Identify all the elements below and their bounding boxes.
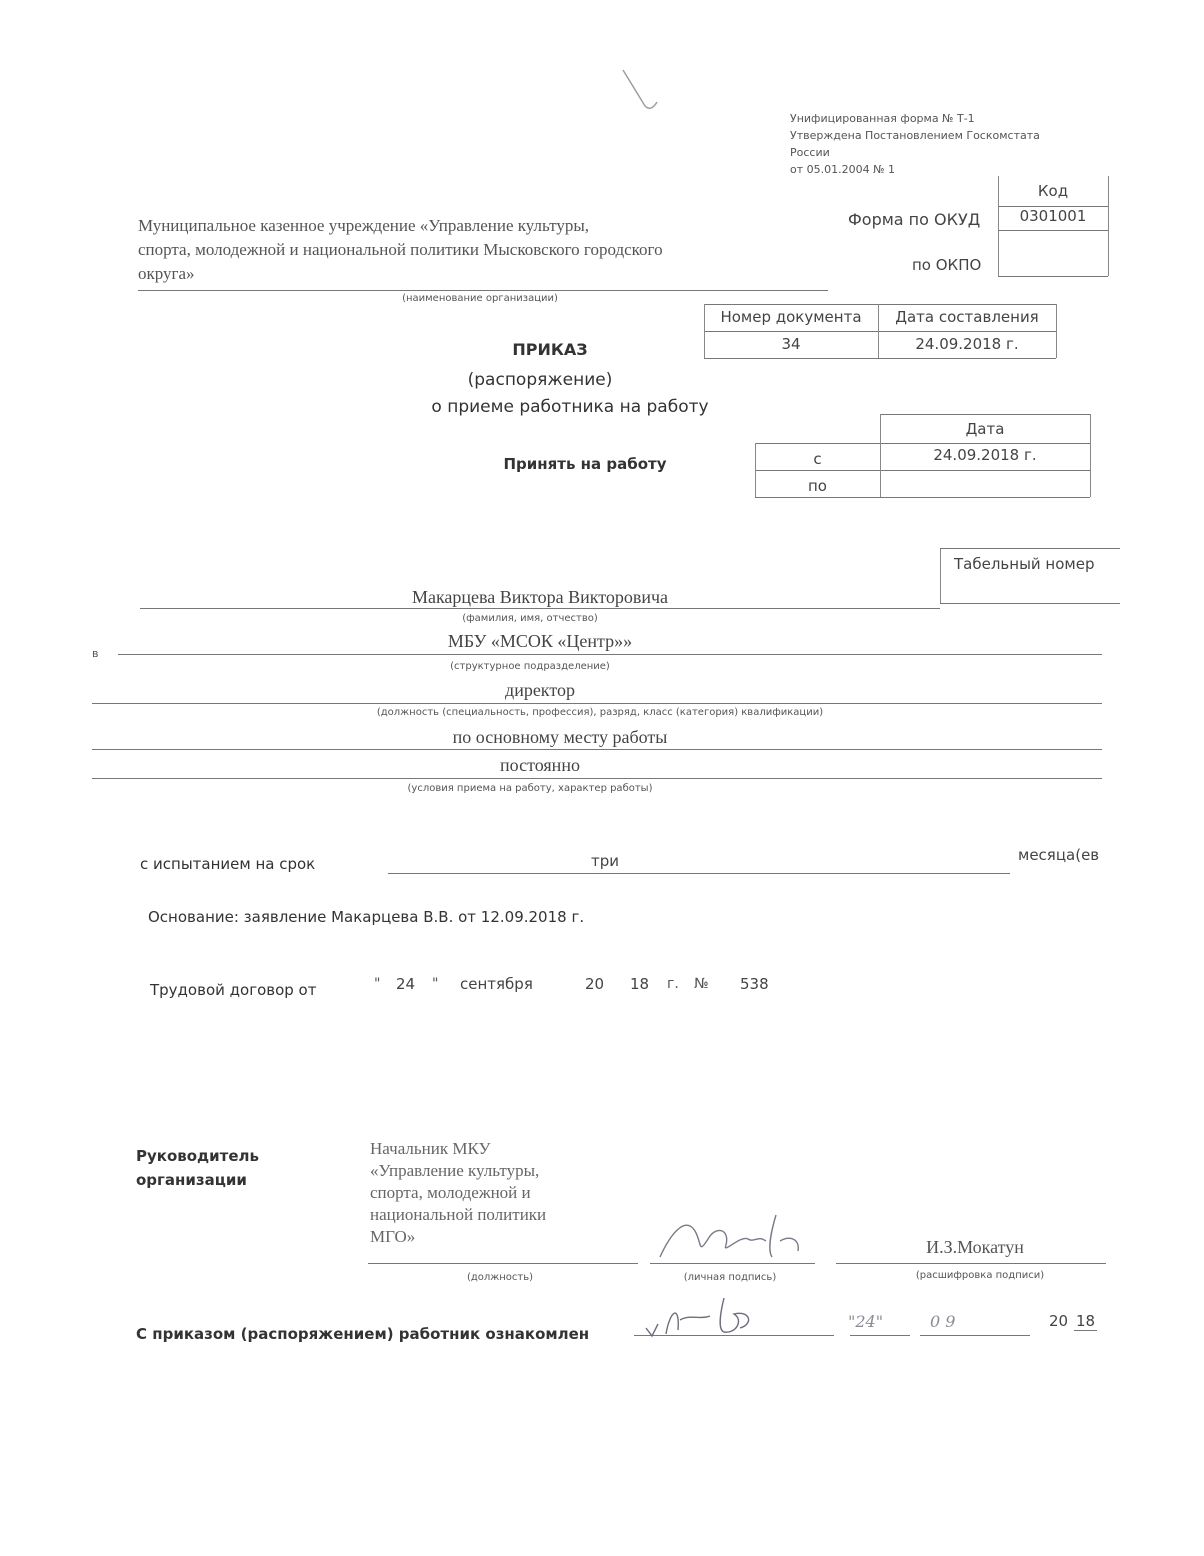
contract-quote-open: " bbox=[374, 976, 381, 992]
head-signature-caption: (личная подпись) bbox=[683, 1272, 777, 1283]
position-caption: (должность (специальность, профессия), разряд, класс (категория) квалификации) bbox=[376, 707, 824, 718]
head-label-line: Руководитель bbox=[136, 1147, 260, 1165]
probation-label: с испытанием на срок bbox=[140, 855, 316, 873]
head-position-caption: (должность) bbox=[466, 1272, 534, 1283]
unit-caption: (структурное подразделение) bbox=[450, 661, 610, 672]
hire-date-header: Дата bbox=[965, 420, 1005, 438]
doc-date-header: Дата составления bbox=[895, 308, 1039, 326]
contract-century: 20 bbox=[585, 975, 605, 993]
okpo-label: по ОКПО bbox=[912, 256, 982, 274]
form-info-line: от 05.01.2004 № 1 bbox=[790, 163, 896, 176]
contract-label: Трудовой договор от bbox=[150, 981, 317, 999]
employee-name-caption: (фамилия, имя, отчество) bbox=[462, 613, 598, 624]
org-line: Муниципальное казенное учреждение «Управление культуры, bbox=[138, 216, 589, 235]
doc-subtitle: (распоряжение) bbox=[467, 370, 613, 390]
head-position-line: «Управление культуры, bbox=[370, 1161, 540, 1180]
head-signature bbox=[640, 1195, 820, 1270]
hire-label: Принять на работу bbox=[503, 455, 667, 473]
ack-day: "24" bbox=[848, 1312, 884, 1331]
position: директор bbox=[505, 680, 575, 700]
head-label-line: организации bbox=[136, 1171, 247, 1189]
tab-number-header: Табельный номер bbox=[954, 555, 1095, 573]
okud-label: Форма по ОКУД bbox=[848, 210, 981, 229]
doc-number-header: Номер документа bbox=[720, 308, 862, 326]
head-label bbox=[136, 1144, 259, 1192]
contract-no-sign: № bbox=[694, 976, 709, 992]
hire-from-date: 24.09.2018 г. bbox=[933, 446, 1037, 464]
okud-value: 0301001 bbox=[1019, 207, 1087, 225]
head-name: И.З.Мокатун bbox=[926, 1237, 1024, 1257]
condition-main: по основному месту работы bbox=[452, 727, 668, 747]
employee-signature bbox=[640, 1290, 800, 1345]
contract-month: сентября bbox=[460, 975, 533, 993]
contract-day: 24 bbox=[396, 975, 416, 993]
doc-date: 24.09.2018 г. bbox=[915, 335, 1019, 353]
basis: Основание: заявление Макарцева В.В. от 12.09.2018 г. bbox=[148, 908, 585, 926]
contract-quote-close: " bbox=[432, 976, 439, 992]
doc-number: 34 bbox=[781, 335, 801, 353]
code-header: Код bbox=[1037, 182, 1069, 200]
head-position-line: спорта, молодежной и bbox=[370, 1183, 531, 1202]
condition-permanent: постоянно bbox=[500, 755, 580, 775]
contract-number: 538 bbox=[740, 975, 769, 993]
unit-prefix: в bbox=[92, 647, 99, 660]
head-position-line: МГО» bbox=[370, 1227, 416, 1246]
form-info bbox=[790, 110, 1040, 178]
ack-label: С приказом (распоряжением) работник ознакомлен bbox=[136, 1325, 590, 1343]
doc-title: ПРИКАЗ bbox=[512, 340, 588, 359]
contract-g: г. bbox=[667, 976, 679, 992]
conditions-caption: (условия приема на работу, характер работы) bbox=[407, 783, 653, 794]
probation-value: три bbox=[590, 852, 619, 870]
probation-unit: месяца(ев bbox=[1018, 846, 1100, 864]
hire-to-label: по bbox=[808, 477, 827, 495]
contract-year: 18 bbox=[630, 975, 650, 993]
ack-month: 0 9 bbox=[930, 1312, 956, 1331]
structural-unit: МБУ «МСОК «Центр»» bbox=[447, 631, 633, 651]
ack-year: 18 bbox=[1076, 1312, 1096, 1330]
head-position bbox=[370, 1138, 546, 1248]
hire-from-label: с bbox=[813, 450, 822, 468]
employee-name: Макарцева Виктора Викторовича bbox=[411, 587, 669, 607]
form-info-line: Утверждена Постановлением Госкомстата bbox=[790, 129, 1040, 142]
ack-year-prefix: 20 bbox=[1049, 1312, 1069, 1330]
org-caption: (наименование организации) bbox=[402, 293, 558, 304]
org-line: округа» bbox=[138, 264, 195, 283]
head-name-caption: (расшифровка подписи) bbox=[915, 1270, 1045, 1281]
organization-name bbox=[138, 214, 838, 286]
form-info-line: Унифицированная форма № Т-1 bbox=[790, 112, 975, 125]
scan-mark bbox=[615, 66, 665, 116]
head-position-line: Начальник МКУ bbox=[370, 1139, 491, 1158]
head-position-line: национальной политики bbox=[370, 1205, 547, 1224]
form-info-line: России bbox=[790, 146, 830, 159]
doc-subject: о приеме работника на работу bbox=[431, 397, 709, 417]
org-line: спорта, молодежной и национальной политики Мысковского городского bbox=[138, 240, 663, 259]
